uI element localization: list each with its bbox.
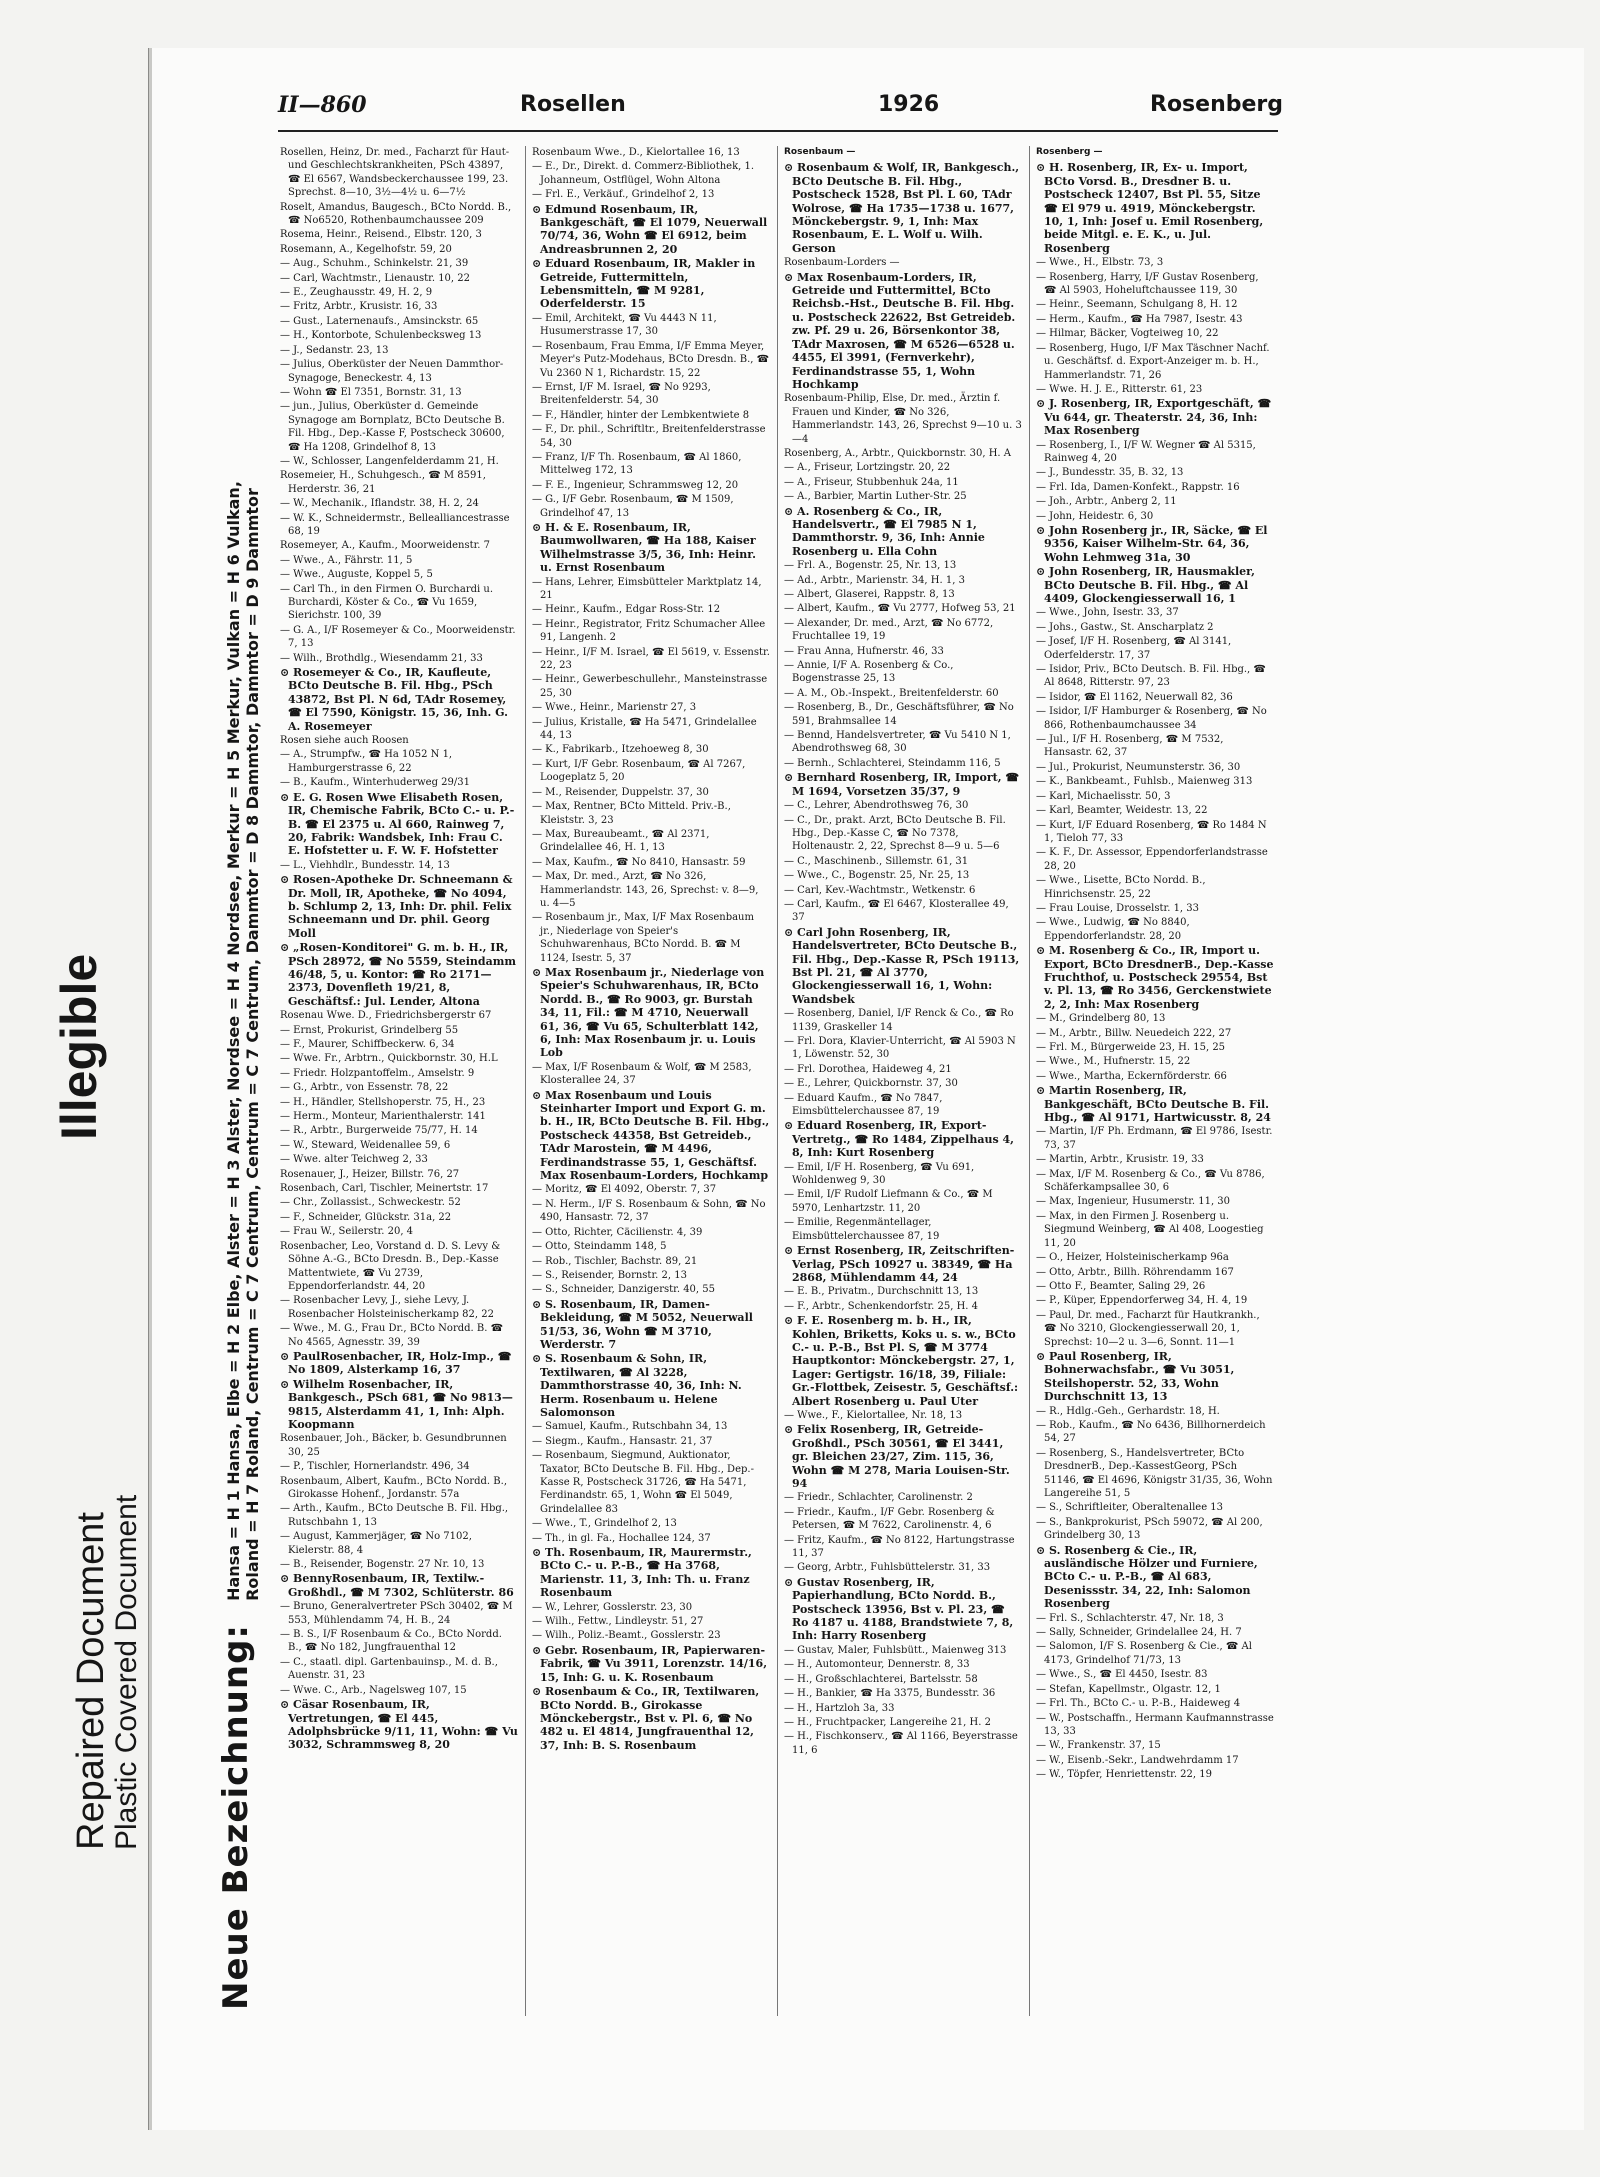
directory-entry: — Georg, Arbtr., Fuhlsbüttelerstr. 31, 33: [784, 1562, 991, 1574]
directory-entry: — Max, Rentner, BCto Mitteld. Priv.-B., Kleiststr. 3, 23: [532, 801, 731, 826]
directory-entry: — Wilh., Brothdlg., Wiesendamm 21, 33: [280, 652, 483, 664]
directory-entry: — Julius, Oberküster der Neuen Dammthor-Synagoge, Beneckestr. 4, 13: [280, 359, 504, 384]
directory-entry: — Wwe. H. J. E., Ritterstr. 61, 23: [1036, 383, 1203, 395]
directory-entry: Rosenbauer, Joh., Bäcker, b. Gesundbrunnen 30, 25: [280, 1433, 507, 1458]
directory-entry: ⊙ BennyRosenbaum, IR, Textilw.-Großhdl., ☎ M 7302, Schlüterstr. 86: [280, 1572, 514, 1599]
directory-entry: — Julius, Kristalle, ☎ Ha 5471, Grindelallee 44, 13: [532, 716, 757, 742]
directory-entry: — Eduard Kaufm., ☎ No 7847, Eimsbüttelerchaussee 87, 19: [784, 1092, 943, 1118]
directory-entry: — Heinr., Kaufm., Edgar Ross-Str. 12: [532, 604, 721, 616]
continuation-heading: Rosenberg —: [1036, 147, 1103, 157]
directory-entry: — Frl. A., Bogenstr. 25, Nr. 13, 13: [784, 560, 957, 572]
directory-entry: — Martin, Arbtr., Krusistr. 19, 33: [1036, 1154, 1204, 1166]
directory-entry: — Max, Bureaubeamt., ☎ Al 2371, Grindelallee 46, H. 1, 13: [532, 828, 710, 854]
directory-entry: — Franz, I/F Th. Rosenbaum, ☎ Al 1860, Mittelweg 172, 13: [532, 451, 742, 477]
directory-entry: ⊙ S. Rosenbaum & Sohn, IR, Textilwaren, ☎ Al 3228, Dammthorstrasse 40, 36, Inh: N. Herm. Rosenbaum u. Helene Salomonson: [532, 1352, 742, 1419]
directory-entry: — Th., in gl. Fa., Hochallee 124, 37: [532, 1532, 711, 1544]
directory-entry: ⊙ Max Rosenbaum-Lorders, IR, Getreide und Futtermittel, BCto Reichsb.-Hst., Deutsche B. Fil. Hbg. u. Postscheck 22622, Bst Getreideb. zw. Pf. 29 u. 26, Börsenkontor 38, TAdr Maxrosen, ☎ M 6526—6528 u. 4455, El 3991, (Fernverkehr), Ferdinandstrasse 55, 1, Wohn Hochkamp: [784, 270, 1016, 391]
directory-entry: — W., Frankenstr. 37, 15: [1036, 1740, 1161, 1752]
directory-entry: — C., Dr., prakt. Arzt, BCto Deutsche B. Fil. Hbg., Dep.-Kasse C, ☎ No 7378, Holtenaustr. 2, 22, Sprechst 8—9 u. 5—6: [784, 814, 1006, 853]
directory-entry: — F., Schneider, Glückstr. 31a, 22: [280, 1211, 452, 1223]
directory-entry: Rosemeyer, A., Kaufm., Moorweidenstr. 7: [280, 540, 491, 552]
directory-entry: — Hilmar, Bäcker, Vogteiweg 10, 22: [1036, 328, 1219, 340]
directory-entry: ⊙ Eduard Rosenberg, IR, Export-Vertretg., ☎ Ro 1484, Zippelhaus 4, 8, Inh: Kurt Rosenberg: [784, 1119, 1014, 1160]
directory-entry: — Wwe., T., Grindelhof 2, 13: [532, 1518, 677, 1530]
directory-entry: — Wwe., F., Kielortallee, Nr. 18, 13: [784, 1409, 963, 1421]
directory-entry: — O., Heizer, Holsteinischerkamp 96a: [1036, 1252, 1229, 1264]
directory-entry: — Aug., Schuhm., Schinkelstr. 21, 39: [280, 258, 469, 270]
neue-bezeichnung-line-2: Roland = H 7 Roland, Centrum = C 7 Centrum, Centrum = C 7 Centrum, Dammtor = D 8 Dammtor, Dammtor = D 9 Dammtor: [242, 488, 262, 1601]
directory-entry: — W. K., Schneidermstr., Bellealliancestrasse 68, 19: [280, 512, 510, 537]
directory-entry: — Wwe., Martha, Eckernförderstr. 66: [1036, 1070, 1227, 1082]
neue-bezeichnung-line-1: Hansa = H 1 Hansa, Elbe = H 2 Elbe, Alster = H 3 Alster, Nordsee = H 4 Nordsee, Merkur = H 5 Merkur, Vulkan = H 6 Vulkan,: [223, 481, 243, 1601]
directory-entry: — G., I/F Gebr. Rosenbaum, ☎ M 1509, Grindelhof 47, 13: [532, 494, 734, 519]
left-keyword: Rosellen: [520, 92, 626, 117]
directory-entry: ⊙ M. Rosenberg & Co., IR, Import u. Export, BCto DresdnerB., Dep.-Kasse Fruchthof, u. Postscheck 29554, Bst v. Pl. 13, ☎ Ro 3456, Gerckenstwiete 2, 2, Inh: Max Rosenberg: [1036, 944, 1274, 1011]
directory-entry: — Frl. Ida, Damen-Konfekt., Rappstr. 16: [1036, 481, 1240, 493]
directory-entry: — H., Bankier, ☎ Ha 3375, Bundesstr. 36: [784, 1688, 996, 1700]
directory-entry: — A., Strumpfw., ☎ Ha 1052 N 1, Hamburgerstrasse 6, 22: [280, 749, 453, 774]
directory-entry: ⊙ Bernhard Rosenberg, IR, Import, ☎ M 1694, Vorsetzen 35/37, 9: [784, 771, 1020, 798]
directory-entry: ⊙ Rosenbaum & Co., IR, Textilwaren, BCto Nordd. B., Girokasse Mönckebergstr., Bst v. Pl. 6, ☎ No 482 u. El 4814, Jungfrauenthal 12, 37, Inh: B. S. Rosenbaum: [532, 1685, 760, 1752]
directory-entry: — W., Postschaffn., Hermann Kaufmannstrasse 13, 33: [1036, 1712, 1274, 1737]
directory-entry: — Friedr., Schlachter, Carolinenstr. 2: [784, 1492, 973, 1504]
directory-entry: Rosenbaum-Lorders —: [784, 257, 900, 269]
directory-entry: — G., Arbtr., von Essenstr. 78, 22: [280, 1082, 449, 1094]
directory-entry: — H., Händler, Stellshoperstr. 75, H., 23: [280, 1096, 486, 1108]
directory-entry: — Wilh., Poliz.-Beamt., Gosslerstr. 23: [532, 1630, 721, 1642]
directory-entry: — jun., Julius, Oberküster d. Gemeinde Synagoge am Bornplatz, BCto Deutsche B. Fil. Hbg., Dep.-Kasse F, Postscheck 30600, ☎ Ha 1208, Grindelhof 8, 13: [280, 401, 505, 453]
directory-entry: — Gustav, Maler, Fuhlsbütt., Maienweg 313: [784, 1644, 1007, 1656]
directory-entry: — C., Maschinenb., Sillemstr. 61, 31: [784, 855, 969, 867]
directory-entry: — W., Mechanik., Iflandstr. 38, H. 2, 24: [280, 498, 479, 510]
directory-entry: — F., Arbtr., Schenkendorfstr. 25, H. 4: [784, 1300, 979, 1312]
directory-entry: ⊙ Wilhelm Rosenbacher, IR, Bankgesch., PSch 681, ☎ No 9813—9815, Alsterdamm 41, 1, Inh: Alph. Koopmann: [280, 1377, 513, 1431]
directory-entry: — F. E., Ingenieur, Schrammsweg 12, 20: [532, 479, 739, 491]
directory-entry: ⊙ H. & E. Rosenbaum, IR, Baumwollwaren, ☎ Ha 188, Kaiser Wilhelmstrasse 3/5, 36, Inh: Heinr. u. Ernst Rosenbaum: [532, 520, 756, 575]
stamp-plastic-covered: Plastic Covered Document: [110, 1494, 143, 1850]
directory-entry: — P., Tischler, Hornerlandstr. 496, 34: [280, 1461, 470, 1473]
directory-entry: — Herm., Monteur, Marienthalerstr. 141: [280, 1111, 486, 1123]
neue-bezeichnung-annotation: [216, 481, 262, 2010]
directory-entry: Roselt, Amandus, Baugesch., BCto Nordd. B., ☎ No6520, Rothenbaumchaussee 209: [280, 201, 512, 227]
directory-entry: — M., Arbtr., Billw. Neuedeich 222, 27: [1036, 1027, 1232, 1039]
directory-entry: — A., Friseur, Lortzingstr. 20, 22: [784, 462, 951, 474]
directory-entry: — Wwe., S., ☎ El 4450, Isestr. 83: [1036, 1669, 1208, 1681]
directory-entry: — Gust., Laternenaufs., Amsinckstr. 65: [280, 315, 479, 327]
column-divider: [1029, 146, 1030, 2016]
directory-entry: — S., Schriftleiter, Oberaltenallee 13: [1036, 1502, 1224, 1514]
directory-entry: — Max, I/F Rosenbaum & Wolf, ☎ M 2583, Klosterallee 24, 37: [532, 1061, 752, 1087]
directory-entry: — Wohn ☎ El 7351, Bornstr. 31, 13: [280, 386, 462, 398]
page-number: II—860: [278, 92, 367, 118]
directory-entry: — K., Fabrikarb., Itzehoeweg 8, 30: [532, 744, 709, 756]
directory-entry: ⊙ Max Rosenbaum und Louis Steinharter Import und Export G. m. b. H., IR, BCto Deutsche B. Fil. Hbg., Postscheck 44358, Bst Getreideb., TAdr Marostein, ☎ M 4496, Ferdinandstrasse 55, 1, Geschäftsf. Max Rosenbaum-Lorders, Hochkamp: [532, 1088, 770, 1183]
directory-entry: ⊙ „Rosen-Konditorei" G. m. b. H., IR, PSch 28972, ☎ No 5559, Steindamm 46/48, 5, u. Kontor: ☎ Ro 2171—2373, Dovenfleth 19/21, 8, Geschäftsf.: Jul. Lender, Altona: [280, 941, 516, 1008]
directory-entry: — Frau Anna, Hufnerstr. 46, 33: [784, 645, 944, 657]
stamp-illegible: Illegible: [51, 953, 107, 1140]
directory-entry: ⊙ Rosenbaum & Wolf, IR, Bankgesch., BCto Deutsche B. Fil. Hbg., Postscheck 1528, Bst Pl. L 60, TAdr Wolrose, ☎ Ha 1735—1738 u. 1677, Mönckebergstr. 9, 1, Inh: Max Rosenbaum, E. L. Wolf u. Wilh. Gerson: [784, 161, 1020, 255]
directory-entry: — E. B., Privatm., Durchschnitt 13, 13: [784, 1286, 979, 1298]
directory-entry: — Rob., Tischler, Bachstr. 89, 21: [532, 1255, 698, 1267]
directory-entry: — Isidor, ☎ El 1162, Neuerwall 82, 36: [1036, 691, 1233, 703]
directory-entry: ⊙ F. E. Rosenberg m. b. H., IR, Kohlen, Briketts, Koks u. s. w., BCto C.- u. P.-B., Bst Pl. S, ☎ M 3774 Hauptkontor: Mönckebergstr. 27, 1, Lager: Gertigstr. 16/18, 39, Filiale: Gr.-Flottbek, Zeisestr. 5, Geschäftsf.: Albert Rosenberg u. Paul Uter: [784, 1314, 1019, 1408]
directory-entry: — Karl, Michaelisstr. 50, 3: [1036, 790, 1171, 802]
directory-entry: ⊙ Carl John Rosenberg, IR, Handelsvertreter, BCto Deutsche B., Fil. Hbg., Dep.-Kasse R, PSch 19113, Bst Pl. 21, ☎ Al 3770, Glockengiesserwall 16, 1, Wohn: Wandsbek: [784, 925, 1020, 1006]
directory-entry: Rosenauer, J., Heizer, Billstr. 76, 27: [280, 1168, 460, 1180]
directory-entry: — Max, Dr. med., Arzt, ☎ No 326, Hammerlandstr. 143, 26, Sprechst: v. 8—9, u. 4—5: [532, 871, 759, 909]
directory-entry: — Albert, Kaufm., ☎ Vu 2777, Hofweg 53, 21: [784, 603, 1016, 615]
directory-entry: — Max, Ingenieur, Husumerstr. 11, 30: [1036, 1196, 1231, 1208]
neue-bezeichnung-legend: [224, 481, 262, 1601]
directory-entry: — Martin, I/F Ph. Erdmann, ☎ El 9786, Isestr. 73, 37: [1036, 1126, 1273, 1151]
directory-entry: — Arth., Kaufm., BCto Deutsche B. Fil. Hbg., Rutschbahn 1, 13: [280, 1503, 509, 1528]
directory-entry: — W., Steward, Weidenallee 59, 6: [280, 1139, 451, 1151]
directory-entry: — Carl, Wachtmstr., Lienaustr. 10, 22: [280, 272, 471, 284]
page-header: [278, 92, 1283, 126]
directory-entry: Rosen siehe auch Roosen: [280, 735, 409, 747]
directory-entry: — Bruno, Generalvertreter PSch 30402, ☎ M 553, Mühlendamm 74, H. B., 24: [280, 1601, 513, 1626]
column-divider: [525, 146, 526, 2016]
directory-entry: — R., Hdlg.-Geh., Gerhardstr. 18, H.: [1036, 1405, 1220, 1417]
directory-entry: — Frau Louise, Drosselstr. 1, 33: [1036, 902, 1200, 914]
directory-entry: — Max, Kaufm., ☎ No 8410, Hansastr. 59: [532, 856, 746, 868]
directory-entry: — Herm., Kaufm., ☎ Ha 7987, Isestr. 43: [1036, 313, 1243, 325]
directory-entry: ⊙ Gebr. Rosenbaum, IR, Papierwaren-Fabrik, ☎ Vu 3911, Lorenzstr. 14/16, 15, Inh: G. u. K. Rosenbaum: [532, 1643, 768, 1684]
directory-entry: — Jul., I/F H. Rosenberg, ☎ M 7532, Hansastr. 62, 37: [1036, 734, 1224, 759]
directory-entry: — Frau W., Seilerstr. 20, 4: [280, 1226, 414, 1238]
directory-entry: — Kurt, I/F Eduard Rosenberg, ☎ Ro 1484 N 1, Tieloh 77, 33: [1036, 819, 1267, 844]
directory-entry: — N. Herm., I/F S. Rosenbaum & Sohn, ☎ No 490, Hansastr. 72, 37: [532, 1198, 766, 1224]
directory-entry: Rosenbach, Carl, Tischler, Meinertstr. 17: [280, 1183, 489, 1195]
directory-entry: ⊙ S. Rosenberg & Cie., IR, ausländische Hölzer und Furniere, BCto C.- u. P.-B., ☎ Al 683, Desenissstr. 34, 22, Inh: Salomon Rosenberg: [1036, 1543, 1258, 1611]
directory-entry: — Samuel, Kaufm., Rutschbahn 34, 13: [532, 1421, 728, 1433]
directory-entry: Rosellen, Heinz, Dr. med., Facharzt für Haut- und Geschlechtskrankheiten, PSch 43897, ☎ El 6567, Wandsbeckerchaussee 199, 23. Sprechst. 8—10, 3½—4½ u. 6—7½: [280, 147, 510, 199]
directory-entry: — Rosenbaum jr., Max, I/F Max Rosenbaum jr., Niederlage von Speier's Schuhwarenhaus, BCto Nordd. B. ☎ M 1124, Isestr. 5, 37: [532, 912, 754, 964]
directory-entry: — B., Reisender, Bogenstr. 27 Nr. 10, 13: [280, 1559, 485, 1571]
directory-entry: — Otto, Richter, Cäcilienstr. 4, 39: [532, 1226, 703, 1238]
header-rule: [278, 130, 1278, 132]
directory-entry: — A. M., Ob.-Inspekt., Breitenfelderstr. 60: [784, 687, 999, 699]
column-4: [1036, 146, 1274, 2016]
directory-entry: — G. A., I/F Rosemeyer & Co., Moorweidenstr. 7, 13: [280, 624, 516, 650]
directory-entry: — P., Küper, Eppendorferweg 34, H. 4, 19: [1036, 1295, 1248, 1307]
directory-entry: — H., Hartzloh 3a, 33: [784, 1702, 895, 1714]
directory-entry: — Johs., Gastw., St. Anscharplatz 2: [1036, 621, 1214, 633]
directory-entry: — Annie, I/F A. Rosenberg & Co., Bogenstrasse 25, 13: [784, 660, 954, 685]
directory-entry: ⊙ Eduard Rosenbaum, IR, Makler in Getreide, Futtermitteln, Lebensmitteln, ☎ M 9281, Oderfelderstr. 15: [532, 257, 756, 311]
directory-entry: ⊙ John Rosenberg, IR, Hausmakler, BCto Deutsche B. Fil. Hbg., ☎ Al 4409, Glockengiesserwall 16, 1: [1036, 565, 1255, 605]
directory-entry: — K., Bankbeamt., Fuhlsb., Maienweg 313: [1036, 776, 1253, 788]
directory-entry: — H., Fischkonserv., ☎ Al 1166, Beyerstrasse 11, 6: [784, 1731, 1018, 1756]
directory-entry: Rosenbaum Wwe., D., Kielortallee 16, 13: [532, 147, 740, 158]
directory-entry: — B., Kaufm., Winterhuderweg 29/31: [280, 777, 470, 789]
directory-entry: — Frl. E., Verkäuf., Grindelhof 2, 13: [532, 189, 715, 201]
directory-entry: — Siegm., Kaufm., Hansastr. 21, 37: [532, 1435, 713, 1447]
directory-entry: — Wwe., H., Elbstr. 73, 3: [1036, 257, 1164, 269]
directory-entry: — Josef, I/F H. Rosenberg, ☎ Al 3141, Oderfelderstr. 17, 37: [1036, 636, 1232, 661]
directory-entry: ⊙ H. Rosenberg, IR, Ex- u. Import, BCto Vorsd. B., Dresdner B. u. Postscheck 12407, Bst Pl. 55, Sitze ☎ El 979 u. 4919, Mönckebergstr. 10, 1, Inh: Josef u. Emil Rosenberg, beide Mitgl. e. E. K., u. Jul. Rosenberg: [1036, 161, 1264, 255]
directory-entry: — Frl. M., Bürgerweide 23, H. 15, 25: [1036, 1042, 1226, 1053]
directory-entry: — W., Töpfer, Henriettenstr. 22, 19: [1036, 1769, 1212, 1781]
column-3: [784, 146, 1022, 2016]
directory-entry: — E., Dr., Direkt. d. Commerz-Bibliothek, 1. Johanneum, Ostflügel, Wohn Altona: [532, 161, 755, 186]
directory-entry: — H., Kontorbote, Schulenbecksweg 13: [280, 330, 482, 342]
directory-entry: — Joh., Arbtr., Anberg 2, 11: [1036, 496, 1177, 508]
directory-entry: — Emil, I/F Rudolf Liefmann & Co., ☎ M 5970, Lenhartzstr. 11, 20: [784, 1189, 993, 1214]
continuation-heading: Rosenbaum —: [784, 147, 856, 157]
directory-entry: — Heinr., I/F M. Israel, ☎ El 5619, v. Essenstr. 22, 23: [532, 646, 770, 672]
directory-entry: — Wwe., Ludwig, ☎ No 8840, Eppendorferlandstr. 28, 20: [1036, 917, 1190, 942]
directory-entry: — Wwe., A., Fährstr. 11, 5: [280, 554, 413, 566]
neue-bezeichnung-label: Neue Bezeichnung:: [216, 1623, 256, 2010]
directory-entry: — C., staatl. dipl. Gartenbauinsp., M. d. B., Auenstr. 31, 23: [280, 1656, 498, 1682]
directory-entry: — M., Grindelberg 80, 13: [1036, 1013, 1166, 1025]
directory-entry: — Heinr., Registrator, Fritz Schumacher Allee 91, Langenh. 2: [532, 618, 766, 644]
directory-entry: — Jul., Prokurist, Neumunsterstr. 36, 30: [1036, 761, 1241, 773]
directory-entry: — Rosenberg, B., Dr., Geschäftsführer, ☎ No 591, Brahmsallee 14: [784, 702, 1014, 727]
directory-entry: Rosenbacher, Leo, Vorstand d. D. S. Levy & Söhne A.-G., BCto Dresdn. B., Dep.-Kasse Mattentwiete, ☎ Vu 2739, Eppendorferlandstr. 44, 20: [280, 1240, 501, 1292]
directory-entry: — B. S., I/F Rosenbaum & Co., BCto Nordd. B., ☎ No 182, Jungfrauenthal 12: [280, 1629, 502, 1654]
directory-entry: — Max, I/F M. Rosenberg & Co., ☎ Vu 8786, Schäferkampsallee 30, 6: [1036, 1168, 1265, 1194]
directory-entry: — Friedr., Kaufm., I/F Gebr. Rosenberg & Petersen, ☎ M 7622, Carolinenstr. 4, 6: [784, 1506, 995, 1532]
directory-entry: — F., Maurer, Schiffbeckerw. 6, 34: [280, 1039, 455, 1050]
directory-entry: — W., Schlosser, Langenfelderdamm 21, H.: [280, 455, 499, 467]
year: 1926: [878, 92, 940, 117]
directory-entry: — Otto F., Beamter, Saling 29, 26: [1036, 1280, 1206, 1292]
directory-entry: ⊙ A. Rosenberg & Co., IR, Handelsvertr., ☎ El 7985 N 1, Dammthorstr. 9, 36, Inh: Annie Rosenberg u. Ella Cohn: [784, 504, 985, 558]
directory-entry: — Bernh., Schlachterei, Steindamm 116, 5: [784, 757, 1001, 769]
directory-entry: — Rosenbaum, Siegmund, Auktionator, Taxator, BCto Deutsche B. Fil. Hbg., Dep.-Kasse R, Postscheck 31726, ☎ Ha 5471, Ferdinandstr. 65, 1, Wohn ☎ El 5049, Grindelallee 83: [532, 1450, 754, 1515]
directory-entry: — S., Bankprokurist, PSch 59072, ☎ Al 200, Grindelberg 30, 13: [1036, 1516, 1263, 1542]
directory-entry: — K. F., Dr. Assessor, Eppendorferlandstrasse 28, 20: [1036, 847, 1268, 872]
directory-entry: ⊙ Felix Rosenberg, IR, Getreide-Großhdl., PSch 30561, ☎ El 3441, gr. Bleichen 23/27, Zim. 115, 36, Wohn ☎ M 278, Maria Louisen-Str. 94: [784, 1423, 1010, 1490]
directory-entry: — L., Viehhdlr., Bundesstr. 14, 13: [280, 859, 450, 871]
directory-entry: — Wwe., Heinr., Marienstr 27, 3: [532, 702, 697, 714]
directory-entry: — Rosenberg, S., Handelsvertreter, BCto DresdnerB., Dep.-KassestGeorg, PSch 51146, ☎ El 4696, Königstr 31/35, 36, Wohn Langereihe 51, 5: [1036, 1447, 1273, 1499]
directory-entry: ⊙ Ernst Rosenberg, IR, Zeitschriften-Verlag, PSch 10927 u. 38349, ☎ Ha 2868, Mühlendamm 44, 24: [784, 1244, 1015, 1284]
directory-entry: — Wwe. C., Arb., Nagelsweg 107, 15: [280, 1684, 467, 1696]
directory-entry: ⊙ E. G. Rosen Wwe Elisabeth Rosen, IR, Chemische Fabrik, BCto C.- u. P.-B. ☎ El 2375 u. Al 660, Rainweg 7, 20, Fabrik: Wandsbek, Inh: Frau C. E. Hofstetter u. F. W. F. Hofstetter: [280, 790, 515, 858]
directory-entry: ⊙ Gustav Rosenberg, IR, Papierhandlung, BCto Nordd. B., Postscheck 13956, Bst v. Pl. 23, ☎ Ro 4187 u. 4188, Brandstwiete 7, 8, Inh: Harry Rosenberg: [784, 1575, 1014, 1643]
directory-entry: ⊙ John Rosenberg jr., IR, Säcke, ☎ El 9356, Kaiser Wilhelm-Str. 64, 36, Wohn Lehmweg 31a, 30: [1036, 523, 1268, 564]
directory-entry: — A., Friseur, Stubbenhuk 24a, 11: [784, 476, 959, 488]
directory-entry: — F., Händler, hinter der Lembkentwiete 8: [532, 409, 750, 421]
directory-entry: — Frl. Dorothea, Haideweg 4, 21: [784, 1063, 952, 1075]
directory-entry: — C., Lehrer, Abendrothsweg 76, 30: [784, 800, 969, 812]
directory-entry: — Wwe. alter Teichweg 2, 33: [280, 1154, 428, 1166]
directory-entry: Rosemann, A., Kegelhofstr. 59, 20: [280, 243, 452, 255]
directory-entry: — Frl. Th., BCto C.- u. P.-B., Haideweg 4: [1036, 1698, 1241, 1710]
directory-entry: ⊙ S. Rosenbaum, IR, Damen-Bekleidung, ☎ M 5052, Neuerwall 51/53, 36, Wohn ☎ M 3710, Werderstr. 7: [532, 1297, 753, 1351]
directory-entry: — J., Sedanstr. 23, 13: [280, 344, 389, 356]
directory-entry: ⊙ PaulRosenbacher, IR, Holz-Imp., ☎ No 1809, Alsterkamp 16, 37: [280, 1349, 512, 1377]
directory-entry: — E., Zeughausstr. 49, H. 2, 9: [280, 287, 433, 299]
directory-entry: — Karl, Beamter, Weidestr. 13, 22: [1036, 805, 1208, 817]
directory-entry: — H., Automonteur, Dennerstr. 8, 33: [784, 1659, 970, 1671]
directory-entry: — Ernst, I/F M. Israel, ☎ No 9293, Breitenfelderstr. 54, 30: [532, 381, 711, 407]
directory-entry: — Wwe., John, Isestr. 33, 37: [1036, 607, 1179, 619]
directory-entry: — Wwe., M. G., Frau Dr., BCto Nordd. B. ☎ No 4565, Agnesstr. 39, 39: [280, 1323, 504, 1348]
directory-entry: — E., Lehrer, Quickbornstr. 37, 30: [784, 1078, 958, 1090]
column-2: [532, 146, 770, 2016]
directory-entry: — Moritz, ☎ El 4092, Oberstr. 7, 37: [532, 1184, 717, 1196]
directory-entry: Rosenau Wwe. D., Friedrichsbergerstr 67: [280, 1010, 492, 1022]
directory-entry: — W., Eisenb.-Sekr., Landwehrdamm 17: [1036, 1754, 1239, 1766]
directory-entry: — August, Kammerjäger, ☎ No 7102, Kielerstr. 88, 4: [280, 1531, 472, 1556]
directory-entry: — S., Reisender, Bornstr. 2, 13: [532, 1269, 687, 1281]
directory-entry: — W., Lehrer, Gosslerstr. 23, 30: [532, 1601, 693, 1613]
directory-entry: — H., Großschlachterei, Bartelsstr. 58: [784, 1673, 978, 1685]
directory-entry: Rosenbaum-Philip, Else, Dr. med., Ärztin f. Frauen und Kinder, ☎ No 326, Hammerlandstr. 143, 26, Sprechst 9—10 u. 3—4: [784, 393, 1022, 445]
directory-entry: — John, Heidestr. 6, 30: [1036, 510, 1154, 522]
directory-entry: — Frl. Dora, Klavier-Unterricht, ☎ Al 5903 N 1, Löwenstr. 52, 30: [784, 1036, 1016, 1061]
directory-entry: — F., Dr. phil., Schriftltr., Breitenfelderstrasse 54, 30: [532, 424, 766, 449]
directory-entry: — Rosenberg, Hugo, I/F Max Täschner Nachf. u. Geschäftsf. d. Export-Anzeiger m. b. H., Hammerlandstr. 71, 26: [1036, 342, 1270, 381]
directory-entry: — Rosenberg, Daniel, I/F Renck & Co., ☎ Ro 1139, Graskeller 14: [784, 1008, 1014, 1033]
stamp-repaired: Repaired Document: [70, 1512, 112, 1850]
directory-entry: — A., Barbier, Martin Luther-Str. 25: [784, 491, 967, 503]
directory-entry: — Carl, Kev.-Wachtmstr., Wetkenstr. 6: [784, 884, 976, 896]
directory-entry: ⊙ Th. Rosenbaum, IR, Maurermstr., BCto C.- u. P.-B., ☎ Ha 3768, Marienstr. 11, 3, Inh: Th. u. Franz Rosenbaum: [532, 1546, 752, 1600]
directory-entry: — Isidor, I/F Hamburger & Rosenberg, ☎ No 866, Rothenbaumchaussee 34: [1036, 706, 1267, 731]
right-keyword: Rosenberg: [1150, 92, 1283, 117]
directory-entry: — Stefan, Kapellmstr., Olgastr. 12, 1: [1036, 1683, 1221, 1695]
directory-entry: ⊙ J. Rosenberg, IR, Exportgeschäft, ☎ Vu 644, gr. Theaterstr. 24, 36, Inh: Max Rosenberg: [1036, 397, 1272, 438]
directory-entry: — H., Fruchtpacker, Langereihe 21, H. 2: [784, 1716, 991, 1728]
directory-entry: — J., Bundesstr. 35, B. 32, 13: [1036, 467, 1184, 479]
directory-entry: — Rosenbaum, Frau Emma, I/F Emma Meyer, Meyer's Putz-Modehaus, BCto Dresdn. B., ☎ Vu 2360 N 1, Richardstr. 15, 22: [532, 340, 770, 379]
column-divider: [777, 146, 778, 2016]
directory-entry: — Kurt, I/F Gebr. Rosenbaum, ☎ Al 7267, Loogeplatz 5, 20: [532, 758, 746, 784]
directory-entry: — Rosenberg, I., I/F W. Wegner ☎ Al 5315, Rainweg 4, 20: [1036, 439, 1256, 464]
directory-entry: Rosemeier, H., Schuhgesch., ☎ M 8591, Herderstr. 36, 21: [280, 470, 486, 495]
directory-entry: — Max, in den Firmen J. Rosenberg u. Siegmund Weinberg, ☎ Al 408, Loogestieg 11, 20: [1036, 1210, 1264, 1249]
directory-entry: ⊙ Paul Rosenberg, IR, Bohnerwachsfabr., ☎ Vu 3051, Steilshoperstr. 52, 33, Wohn Durchschnitt 13, 13: [1036, 1349, 1235, 1404]
directory-entry: ⊙ Cäsar Rosenbaum, IR, Vertretungen, ☎ El 445, Adolphsbrücke 9/11, 11, Wohn: ☎ Vu 3032, Schrammsweg 8, 20: [280, 1698, 518, 1752]
directory-entry: ⊙ Max Rosenbaum jr., Niederlage von Speier's Schuhwarenhaus, IR, BCto Nordd. B., ☎ Ro 9003, gr. Burstah 34, 11, Fil.: ☎ M 4710, Neuerwall 61, 36, ☎ Vu 65, Schulterblatt 142, 6, Inh: Max Rosenbaum jr. u. Louis Lob: [532, 965, 765, 1060]
directory-entry: Rosenbaum, Albert, Kaufm., BCto Nordd. B., Girokasse Hohenf., Jordanstr. 57a: [280, 1475, 507, 1500]
directory-entry: ⊙ Rosen-Apotheke Dr. Schneemann & Dr. Moll, IR, Apotheke, ☎ No 4094, b. Schlump 2, 13, Inh: Dr. phil. Felix Schneemann und Dr. phil. Georg Moll: [280, 873, 513, 940]
directory-entry: — Friedr. Holzpantoffelm., Amselstr. 9: [280, 1067, 475, 1079]
directory-entry: — Chr., Zollassist., Schweckestr. 52: [280, 1197, 461, 1209]
directory-entry: — Rosenbacher Levy, J., siehe Levy, J. Rosenbacher Holsteinischerkamp 82, 22: [280, 1295, 494, 1320]
directory-entry: — Isidor, Priv., BCto Deutsch. B. Fil. Hbg., ☎ Al 8648, Ritterstr. 97, 23: [1036, 664, 1266, 689]
directory-entry: ⊙ Edmund Rosenbaum, IR, Bankgeschäft, ☎ El 1079, Neuerwall 70/74, 36, Wohn ☎ El 6912, beim Andreasbrunnen 2, 20: [532, 202, 768, 256]
directory-entry: — Heinr., Gewerbeschullehr., Mansteinstrasse 25, 30: [532, 674, 768, 699]
directory-entry: — Fritz, Kaufm., ☎ No 8122, Hartungstrasse 11, 37: [784, 1534, 1015, 1560]
directory-entry: — M., Reisender, Duppelstr. 37, 30: [532, 786, 709, 798]
directory-entry: — Alexander, Dr. med., Arzt, ☎ No 6772, Fruchtallee 19, 19: [784, 617, 994, 643]
directory-entry: — Wwe., M., Hufnerstr. 15, 22: [1036, 1056, 1191, 1068]
directory-entry: — Wwe., C., Bogenstr. 25, Nr. 25, 13: [784, 870, 970, 882]
directory-entry: — Otto, Arbtr., Billh. Röhrendamm 167: [1036, 1266, 1234, 1278]
directory-entry: ⊙ Martin Rosenberg, IR, Bankgeschäft, BCto Deutsche B. Fil. Hbg., ☎ Al 9171, Hartwicusstr. 8, 24: [1036, 1084, 1271, 1125]
directory-entry: — Fritz, Arbtr., Krusistr. 16, 33: [280, 301, 438, 313]
directory-entry: — Rob., Kaufm., ☎ No 6436, Billhornerdeich 54, 27: [1036, 1419, 1266, 1445]
directory-entry: — Carl Th., in den Firmen O. Burchardi u. Burchardi, Köster & Co., ☎ Vu 1659, Sierichstr. 100, 39: [280, 583, 494, 622]
directory-entry: Rosenberg, A., Arbtr., Quickbornstr. 30, H. A: [784, 447, 1012, 459]
directory-entry: — Paul, Dr. med., Facharzt für Hautkrankh., ☎ No 3210, Glockengiesserwall 20, 1, Sprechst: 10—2 u. 3—6, Sonnt. 11—1: [1036, 1309, 1260, 1348]
directory-entry: — Hans, Lehrer, Eimsbütteler Marktplatz 14, 21: [532, 576, 762, 601]
directory-entry: — Sally, Schneider, Grindelallee 24, H. 7: [1036, 1627, 1242, 1639]
column-1: [280, 146, 518, 2016]
directory-entry: — Salomon, I/F S. Rosenberg & Cie., ☎ Al 4173, Grindelhof 71/73, 13: [1036, 1641, 1252, 1666]
directory-entry: — Wilh., Fettw., Lindleystr. 51, 27: [532, 1616, 704, 1628]
directory-entry: — R., Arbtr., Burgerweide 75/77, H. 14: [280, 1125, 478, 1137]
directory-entry: — Emil, Architekt, ☎ Vu 4443 N 11, Husumerstrasse 17, 30: [532, 312, 717, 338]
directory-entry: — Ad., Arbtr., Marienstr. 34, H. 1, 3: [784, 574, 965, 586]
directory-entry: — Emilie, Regenmäntellager, Eimsbüttelerchaussee 87, 19: [784, 1217, 940, 1242]
directory-entry: — Ernst, Prokurist, Grindelberg 55: [280, 1024, 459, 1036]
directory-entry: — Otto, Steindamm 148, 5: [532, 1241, 667, 1253]
directory-entry: — Wwe., Lisette, BCto Nordd. B., Hinrichsenstr. 25, 22: [1036, 875, 1206, 900]
directory-entry: — Emil, I/F H. Rosenberg, ☎ Vu 691, Wohldenweg 9, 30: [784, 1161, 975, 1187]
directory-entry: — Frl. S., Schlachterstr. 47, Nr. 18, 3: [1036, 1612, 1224, 1624]
directory-entry: ⊙ Rosemeyer & Co., IR, Kaufleute, BCto Deutsche B. Fil. Hbg., PSch 43872, Bst Pl. N 6d, TAdr Rosemey, ☎ El 7590, Königstr. 15, 36, Inh. G. A. Rosemeyer: [280, 666, 509, 733]
directory-entry: — S., Schneider, Danzigerstr. 40, 55: [532, 1284, 715, 1296]
directory-entry: — Carl, Kaufm., ☎ El 6467, Klosterallee 49, 37: [784, 898, 1009, 924]
directory-entry: — Rosenberg, Harry, I/F Gustav Rosenberg, ☎ Al 5903, Hoheluftchaussee 119, 30: [1036, 271, 1259, 297]
directory-entry: — Bennd, Handelsvertreter, ☎ Vu 5410 N 1, Abendrothsweg 68, 30: [784, 730, 1011, 755]
directory-entry: — Wwe., Auguste, Koppel 5, 5: [280, 569, 433, 581]
directory-entry: — Wwe. Fr., Arbtrn., Quickbornstr. 30, H.L: [280, 1053, 498, 1065]
directory-entry: — Albert, Glaserei, Rappstr. 8, 13: [784, 589, 955, 600]
directory-entry: Rosema, Heinr., Reisend., Elbstr. 120, 3: [280, 229, 482, 241]
directory-entry: — Heinr., Seemann, Schulgang 8, H. 12: [1036, 299, 1238, 311]
